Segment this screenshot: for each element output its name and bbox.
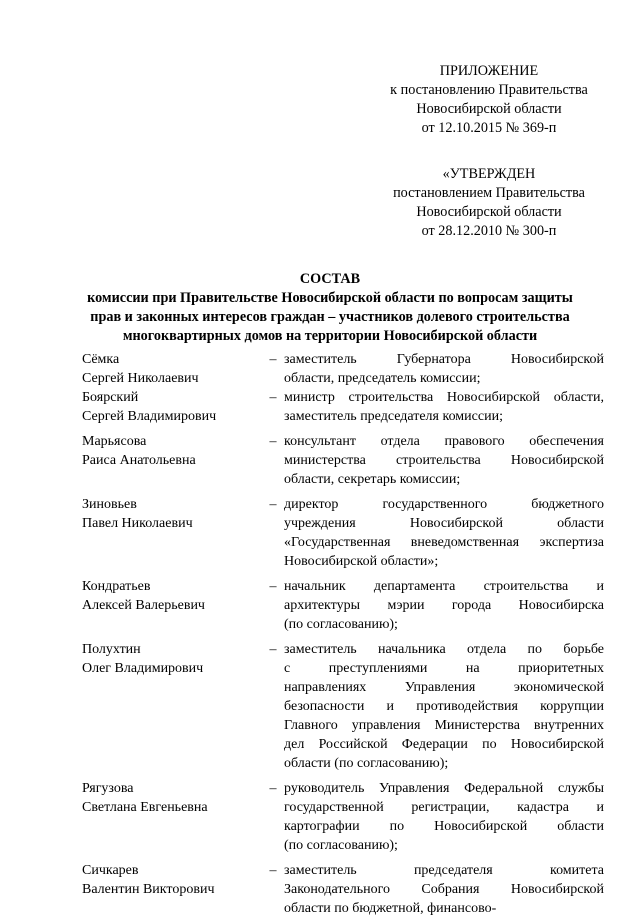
member-surname: Сёмка bbox=[82, 352, 120, 367]
appendix-date: от 12.10.2015 № 369-п bbox=[421, 120, 557, 136]
appendix-line: Новосибирской области bbox=[416, 101, 562, 117]
dash-separator: – bbox=[269, 579, 277, 594]
member-given-names: Сергей Николаевич bbox=[82, 371, 199, 386]
member-role bbox=[284, 640, 604, 773]
role-line: министр строительства Новосибирской области, bbox=[284, 390, 604, 405]
member-role bbox=[284, 779, 604, 855]
role-line: области (по согласованию); bbox=[284, 756, 449, 771]
member-surname: Марьясова bbox=[82, 434, 147, 449]
member-given-names: Олег Владимирович bbox=[82, 661, 204, 676]
member-surname: Боярский bbox=[82, 390, 139, 405]
heading-title: СОСТАВ bbox=[299, 271, 361, 287]
role-line: начальник департамента строительства и bbox=[284, 579, 604, 594]
member-surname: Кондратьев bbox=[82, 579, 151, 594]
members-list bbox=[82, 350, 604, 924]
heading-line: многоквартирных домов на территории Новосибирской области bbox=[122, 328, 538, 344]
member-role bbox=[284, 350, 604, 388]
member-given-names: Светлана Евгеньевна bbox=[82, 800, 208, 815]
role-line: заместитель председателя комитета bbox=[284, 863, 604, 878]
appendix-block bbox=[389, 62, 589, 138]
member-row bbox=[82, 495, 604, 571]
role-line: министерства строительства Новосибирской bbox=[284, 453, 604, 468]
member-name bbox=[82, 388, 262, 426]
member-name bbox=[82, 577, 262, 634]
member-surname: Рягузова bbox=[82, 781, 134, 796]
member-row bbox=[82, 350, 604, 388]
role-line: архитектуры мэрии города Новосибирска bbox=[284, 598, 604, 613]
role-line: заместитель Губернатора Новосибирской bbox=[284, 352, 604, 367]
member-surname: Полухтин bbox=[82, 642, 141, 657]
member-name bbox=[82, 861, 262, 918]
member-row bbox=[82, 432, 604, 489]
member-role bbox=[284, 577, 604, 634]
role-line: государственной регистрации, кадастра и bbox=[284, 800, 604, 815]
role-line: области, председатель комиссии; bbox=[284, 371, 481, 386]
member-role bbox=[284, 388, 604, 426]
member-given-names: Павел Николаевич bbox=[82, 516, 193, 531]
approval-title: «УТВЕРЖДЕН bbox=[442, 166, 536, 182]
member-given-names: Алексей Валерьевич bbox=[82, 598, 205, 613]
role-line: с преступлениями на приоритетных bbox=[284, 661, 604, 676]
role-line: области по бюджетной, финансово- bbox=[284, 901, 497, 916]
role-line: Законодательного Собрания Новосибирской bbox=[284, 882, 604, 897]
member-row bbox=[82, 388, 604, 426]
role-line: директор государственного бюджетного bbox=[284, 497, 604, 512]
role-line: учреждения Новосибирской области bbox=[284, 516, 604, 531]
role-line: дел Российской Федерации по Новосибирской bbox=[284, 737, 604, 752]
member-row bbox=[82, 577, 604, 634]
approval-line: Новосибирской области bbox=[416, 204, 562, 220]
approval-date: от 28.12.2010 № 300-п bbox=[421, 223, 557, 239]
dash-separator: – bbox=[269, 434, 277, 449]
role-line: консультант отдела правового обеспечения bbox=[284, 434, 604, 449]
member-name bbox=[82, 779, 262, 855]
member-name bbox=[82, 640, 262, 773]
role-line: «Государственная вневедомственная экспертиза bbox=[284, 535, 604, 550]
role-line: заместитель начальника отдела по борьбе bbox=[284, 642, 604, 657]
dash-separator: – bbox=[269, 863, 277, 878]
member-row bbox=[82, 779, 604, 855]
role-line: Главного управления Министерства внутренних bbox=[284, 718, 604, 733]
role-line: (по согласованию); bbox=[284, 838, 398, 853]
member-role bbox=[284, 432, 604, 489]
approval-line: постановлением Правительства bbox=[393, 185, 585, 201]
appendix-title: ПРИЛОЖЕНИЕ bbox=[439, 63, 539, 79]
dash-separator: – bbox=[269, 390, 277, 405]
member-name bbox=[82, 350, 262, 388]
role-line: руководитель Управления Федеральной службы bbox=[284, 781, 604, 796]
role-line: направлениях Управления экономической bbox=[284, 680, 604, 695]
member-role bbox=[284, 495, 604, 571]
dash-separator: – bbox=[269, 642, 277, 657]
approval-block bbox=[389, 165, 589, 241]
heading-line: комиссии при Правительстве Новосибирской области по вопросам защиты bbox=[87, 290, 573, 306]
member-row bbox=[82, 861, 604, 918]
member-given-names: Раиса Анатольевна bbox=[82, 453, 196, 468]
member-row bbox=[82, 640, 604, 773]
member-given-names: Сергей Владимирович bbox=[82, 409, 217, 424]
role-line: Новосибирской области»; bbox=[284, 554, 439, 569]
role-line: картографии по Новосибирской области bbox=[284, 819, 604, 834]
heading-line: прав и законных интересов граждан – участников долевого строительства bbox=[90, 309, 570, 325]
role-line: области, секретарь комиссии; bbox=[284, 472, 461, 487]
member-role bbox=[284, 861, 604, 918]
role-line: (по согласованию); bbox=[284, 617, 398, 632]
member-surname: Сичкарев bbox=[82, 863, 139, 878]
member-given-names: Валентин Викторович bbox=[82, 882, 215, 897]
member-surname: Зиновьев bbox=[82, 497, 137, 512]
role-line: заместитель председателя комиссии; bbox=[284, 409, 503, 424]
dash-separator: – bbox=[269, 497, 277, 512]
member-name bbox=[82, 495, 262, 571]
dash-separator: – bbox=[269, 352, 277, 367]
member-name bbox=[82, 432, 262, 489]
dash-separator: – bbox=[269, 781, 277, 796]
appendix-line: к постановлению Правительства bbox=[390, 82, 588, 98]
document-heading bbox=[60, 270, 600, 346]
role-line: безопасности и противодействия коррупции bbox=[284, 699, 604, 714]
